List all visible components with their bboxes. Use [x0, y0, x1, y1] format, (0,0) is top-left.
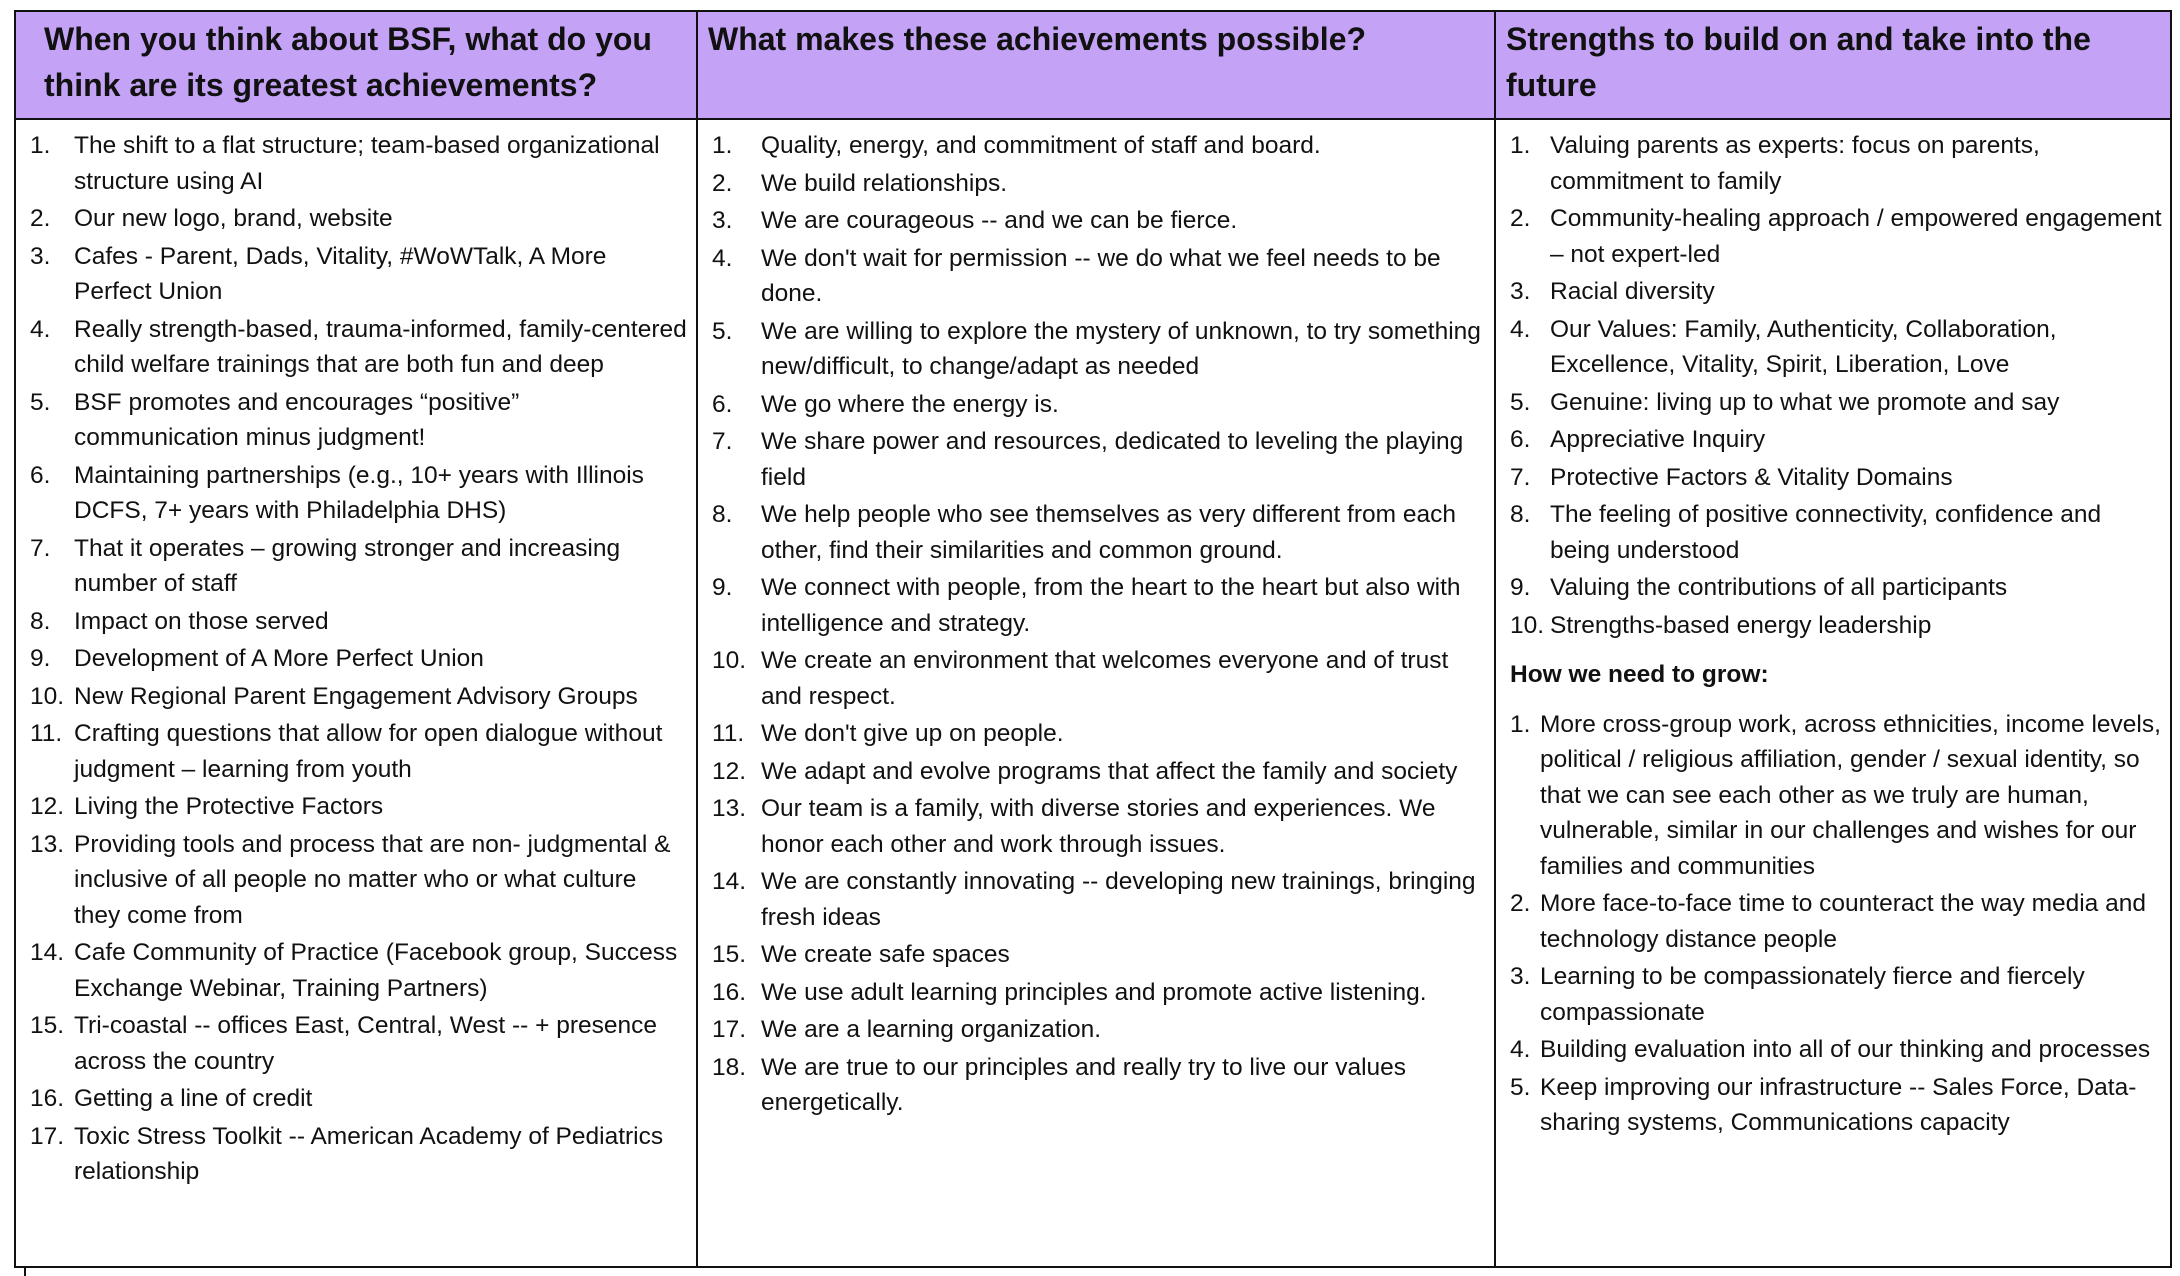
- list-number: 16.: [712, 978, 747, 1006]
- achievement-item: [24, 312, 688, 383]
- list-text: More face-to-face time to counteract the way media and technology distance people: [1540, 890, 2146, 953]
- page-edge-mark: [24, 1268, 26, 1276]
- enabler-item: [706, 791, 1486, 862]
- list-text: Development of A More Perfect Union: [74, 645, 484, 672]
- header-achievements: When you think about BSF, what do you think are its greatest achievements?: [15, 11, 697, 119]
- enabler-item: [706, 754, 1486, 790]
- enabler-item: [706, 128, 1486, 164]
- list-number: 11.: [30, 720, 63, 747]
- achievement-item: [24, 239, 688, 310]
- grow-heading: How we need to grow:: [1510, 661, 1769, 688]
- strength-item: [1504, 570, 2162, 606]
- list-text: We connect with people, from the heart to the heart but also with intelligence and strategy.: [761, 574, 1461, 637]
- strength-item: [1504, 460, 2162, 496]
- list-number: 15.: [712, 941, 747, 968]
- list-text: We help people who see themselves as very different from each other, find their similarities and common ground.: [761, 501, 1456, 564]
- list-number: 11.: [712, 720, 745, 747]
- list-text: We are a learning organization.: [761, 1016, 1102, 1043]
- list-number: 6.: [30, 461, 51, 489]
- achievement-item: [24, 679, 688, 715]
- list-text: Our new logo, brand, website: [74, 205, 393, 232]
- list-number: 5.: [1510, 388, 1531, 416]
- list-text: Our Values: Family, Authenticity, Collaboration, Excellence, Vitality, Spirit, Liberation, Love: [1550, 315, 2057, 378]
- list-number: 7.: [30, 534, 51, 562]
- list-text: Quality, energy, and commitment of staff and board.: [761, 132, 1321, 159]
- strength-item: [1504, 201, 2162, 272]
- enablers-list: [706, 128, 1486, 1121]
- list-text: The feeling of positive connectivity, confidence and being understood: [1550, 501, 2102, 564]
- enabler-item: [706, 387, 1486, 423]
- list-text: We go where the energy is.: [761, 390, 1059, 418]
- enabler-item: [706, 497, 1486, 568]
- list-text: Impact on those served: [74, 607, 329, 635]
- grow-list: [1504, 707, 2162, 1141]
- header-row: [15, 11, 2171, 119]
- achievements-cell: [15, 119, 697, 1267]
- list-number: 8.: [1510, 501, 1531, 528]
- enabler-item: [706, 937, 1486, 973]
- list-number: 3.: [712, 207, 733, 234]
- list-number: 3.: [30, 242, 51, 270]
- achievement-item: [24, 641, 688, 677]
- strengths-cell: [1495, 119, 2171, 1267]
- list-number: 1.: [1510, 132, 1531, 159]
- list-text: We adapt and evolve programs that affect the family and society: [761, 757, 1458, 785]
- list-number: 17.: [30, 1122, 65, 1150]
- list-number: 9.: [1510, 574, 1531, 601]
- list-number: 15.: [30, 1012, 65, 1039]
- list-text: BSF promotes and encourages “positive” communication minus judgment!: [74, 388, 520, 451]
- list-text: New Regional Parent Engagement Advisory Groups: [74, 682, 638, 710]
- list-text: Learning to be compassionately fierce and fiercely compassionate: [1540, 963, 2085, 1026]
- list-text: Maintaining partnerships (e.g., 10+ years with Illinois DCFS, 7+ years with Philadelphia DHS): [74, 461, 644, 524]
- list-text: We are courageous -- and we can be fierce.: [761, 207, 1238, 234]
- list-text: We are constantly innovating -- developing new trainings, bringing fresh ideas: [761, 868, 1476, 931]
- strength-item: [1504, 608, 2162, 644]
- list-number: 9.: [712, 574, 733, 601]
- list-number: 13.: [712, 795, 747, 822]
- list-number: 7.: [712, 428, 733, 455]
- list-number: 13.: [30, 830, 65, 858]
- grow-item: [1504, 1032, 2162, 1068]
- list-text: We don't wait for permission -- we do what we feel needs to be done.: [761, 244, 1441, 307]
- list-number: 1.: [30, 132, 51, 159]
- list-text: More cross-group work, across ethnicities, income levels, political / religious affiliation, gender / sexual identity, so that we can see each other as we truly are human, vulnerable, similar in our challenges and wishes for our families and communities: [1540, 710, 2161, 880]
- list-number: 5.: [712, 317, 733, 345]
- list-number: 8.: [712, 501, 733, 528]
- list-text: Strengths-based energy leadership: [1550, 611, 1932, 639]
- list-number: 3.: [1510, 278, 1531, 305]
- list-text: The shift to a flat structure; team-based organizational structure using AI: [74, 132, 660, 195]
- enabler-item: [706, 864, 1486, 935]
- list-number: 3.: [1510, 963, 1531, 990]
- achievement-item: [24, 716, 688, 787]
- achievement-item: [24, 531, 688, 602]
- list-number: 12.: [712, 757, 747, 785]
- list-number: 7.: [1510, 463, 1531, 491]
- enabler-item: [706, 314, 1486, 385]
- list-number: 2.: [712, 169, 733, 197]
- achievement-item: [24, 128, 688, 199]
- list-text: We create safe spaces: [761, 941, 1010, 968]
- grow-item: [1504, 959, 2162, 1030]
- list-text: Genuine: living up to what we promote and say: [1550, 388, 2060, 416]
- list-number: 2.: [1510, 205, 1531, 232]
- list-text: We use adult learning principles and promote active listening.: [761, 978, 1427, 1006]
- enabler-item: [706, 1050, 1486, 1121]
- list-number: 4.: [1510, 315, 1531, 343]
- list-number: 18.: [712, 1053, 747, 1081]
- list-text: Appreciative Inquiry: [1550, 426, 1766, 453]
- list-text: Cafe Community of Practice (Facebook group, Success Exchange Webinar, Training Partners): [74, 939, 678, 1002]
- achievement-item: [24, 1008, 688, 1079]
- list-number: 4.: [712, 244, 733, 272]
- list-number: 16.: [30, 1085, 65, 1112]
- achievement-item: [24, 458, 688, 529]
- achievement-item: [24, 604, 688, 640]
- list-text: We share power and resources, dedicated to leveling the playing field: [761, 428, 1464, 491]
- list-number: 6.: [1510, 426, 1531, 453]
- enabler-item: [706, 570, 1486, 641]
- strength-item: [1504, 274, 2162, 310]
- list-number: 8.: [30, 607, 51, 635]
- achievements-list: [24, 128, 688, 1190]
- strength-item: [1504, 128, 2162, 199]
- list-text: Cafes - Parent, Dads, Vitality, #WoWTalk, A More Perfect Union: [74, 242, 607, 305]
- strengths-list: [1504, 128, 2162, 643]
- list-text: Really strength-based, trauma-informed, family-centered child welfare trainings that are both fun and deep: [74, 315, 687, 378]
- list-text: We build relationships.: [761, 169, 1008, 197]
- enabler-item: [706, 203, 1486, 239]
- list-number: 10.: [1510, 611, 1545, 639]
- list-number: 9.: [30, 645, 51, 672]
- list-number: 10.: [30, 682, 65, 710]
- list-number: 14.: [30, 939, 65, 966]
- achievement-item: [24, 827, 688, 934]
- list-text: Valuing the contributions of all participants: [1550, 574, 2008, 601]
- bsf-reflection-table: [14, 10, 2172, 1268]
- list-number: 6.: [712, 390, 733, 418]
- list-text: Crafting questions that allow for open dialogue without judgment – learning from youth: [74, 720, 663, 783]
- list-text: We create an environment that welcomes everyone and of trust and respect.: [761, 647, 1449, 710]
- list-number: 4.: [1510, 1036, 1531, 1063]
- list-text: We don't give up on people.: [761, 720, 1064, 747]
- enabler-item: [706, 166, 1486, 202]
- list-number: 2.: [1510, 890, 1531, 917]
- list-number: 1.: [1510, 710, 1531, 738]
- grow-item: [1504, 886, 2162, 957]
- achievement-item: [24, 1119, 688, 1190]
- grow-item: [1504, 1070, 2162, 1141]
- list-number: 10.: [712, 647, 747, 674]
- list-text: Protective Factors & Vitality Domains: [1550, 463, 1953, 491]
- strength-item: [1504, 385, 2162, 421]
- enabler-item: [706, 716, 1486, 752]
- strength-item: [1504, 422, 2162, 458]
- enabler-item: [706, 975, 1486, 1011]
- list-text: Living the Protective Factors: [74, 793, 384, 820]
- enablers-cell: [697, 119, 1495, 1267]
- list-text: We are willing to explore the mystery of unknown, to try something new/difficult, to change/adapt as needed: [761, 317, 1481, 380]
- list-text: Keep improving our infrastructure -- Sales Force, Data-sharing systems, Communications capacity: [1540, 1073, 2137, 1136]
- list-number: 12.: [30, 793, 65, 820]
- header-enablers: What makes these achievements possible?: [697, 11, 1495, 119]
- list-text: Community-healing approach / empowered engagement – not expert-led: [1550, 205, 2162, 268]
- list-number: 2.: [30, 205, 51, 232]
- list-text: That it operates – growing stronger and increasing number of staff: [74, 534, 621, 597]
- list-text: We are true to our principles and really try to live our values energetically.: [761, 1053, 1407, 1116]
- list-text: Racial diversity: [1550, 278, 1715, 305]
- enabler-item: [706, 241, 1486, 312]
- list-number: 5.: [1510, 1073, 1531, 1101]
- list-number: 5.: [30, 388, 51, 416]
- strength-item: [1504, 497, 2162, 568]
- header-strengths: Strengths to build on and take into the future: [1495, 11, 2171, 119]
- achievement-item: [24, 385, 688, 456]
- achievement-item: [24, 1081, 688, 1117]
- list-text: Providing tools and process that are non- judgmental & inclusive of all people no matter who or what culture they come from: [74, 830, 671, 929]
- achievement-item: [24, 201, 688, 237]
- list-number: 4.: [30, 315, 51, 343]
- list-text: Toxic Stress Toolkit -- American Academy of Pediatrics relationship: [74, 1122, 664, 1185]
- enabler-item: [706, 643, 1486, 714]
- list-number: 1.: [712, 132, 733, 159]
- list-number: 14.: [712, 868, 747, 895]
- achievement-item: [24, 789, 688, 825]
- list-text: Building evaluation into all of our thinking and processes: [1540, 1036, 2151, 1063]
- list-text: Our team is a family, with diverse stories and experiences. We honor each other and work through issues.: [761, 795, 1436, 858]
- achievement-item: [24, 935, 688, 1006]
- content-row: [15, 119, 2171, 1267]
- list-number: 17.: [712, 1016, 747, 1043]
- grow-item: [1504, 707, 2162, 885]
- list-text: Getting a line of credit: [74, 1085, 313, 1112]
- list-text: Valuing parents as experts: focus on parents, commitment to family: [1550, 132, 2040, 195]
- list-text: Tri-coastal -- offices East, Central, West -- + presence across the country: [74, 1012, 657, 1075]
- enabler-item: [706, 424, 1486, 495]
- strength-item: [1504, 312, 2162, 383]
- enabler-item: [706, 1012, 1486, 1048]
